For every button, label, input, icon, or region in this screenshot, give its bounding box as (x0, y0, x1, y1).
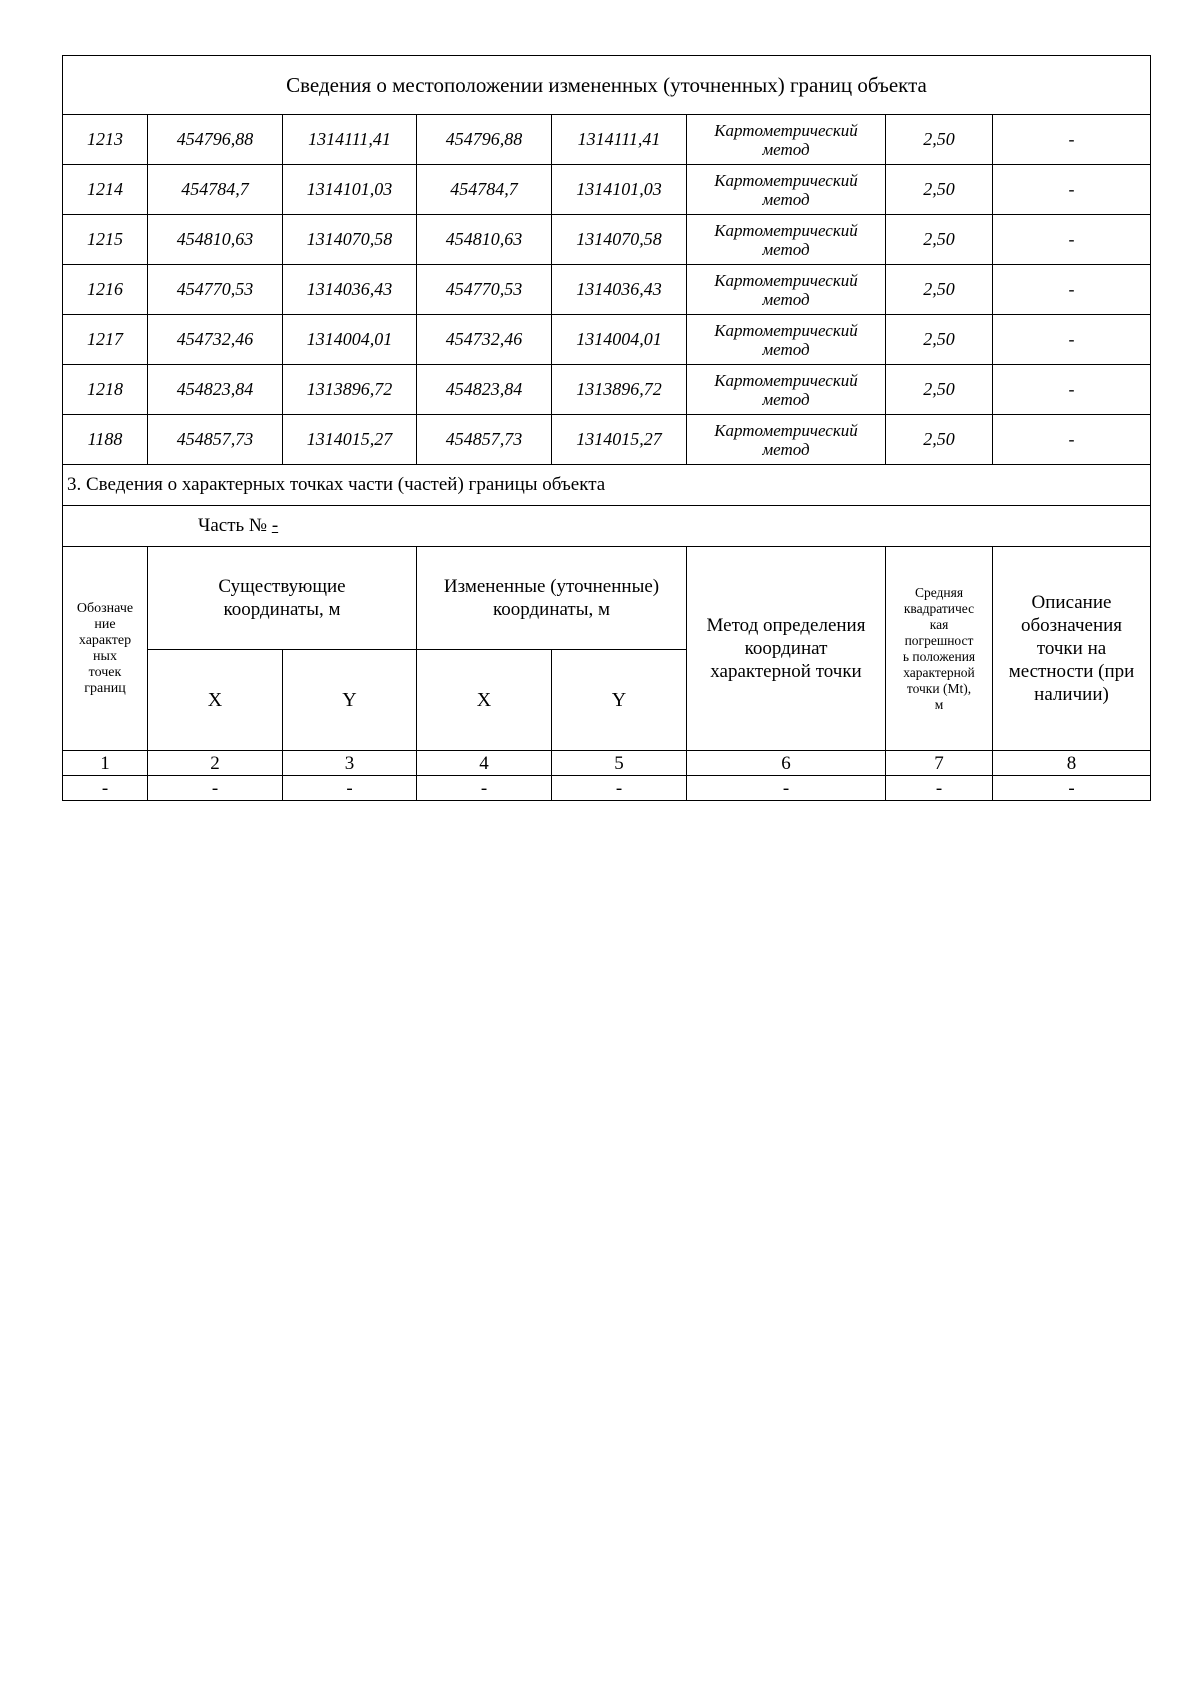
part-number-row (63, 506, 1151, 547)
cell-existing-x: 454732,46 (148, 315, 283, 365)
column-number: 3 (283, 751, 417, 776)
boundary-table (62, 55, 1151, 801)
header-changed-y: Y (552, 650, 687, 751)
empty-cell: - (63, 776, 148, 801)
header-description: Описание обозначения точки на местности (при наличии) (993, 547, 1151, 751)
cell-existing-x: 454810,63 (148, 215, 283, 265)
cell-changed-x: 454823,84 (417, 365, 552, 415)
part-value: - (271, 515, 279, 536)
cell-changed-x: 454784,7 (417, 165, 552, 215)
cell-description: - (993, 115, 1151, 165)
cell-point-id: 1188 (63, 415, 148, 465)
cell-changed-y: 1313896,72 (552, 365, 687, 415)
header-changed-coords: Измененные (уточненные) координаты, м (417, 547, 687, 650)
table-row (63, 265, 1151, 315)
cell-changed-y: 1314070,58 (552, 215, 687, 265)
header-existing-x: X (148, 650, 283, 751)
cell-description: - (993, 165, 1151, 215)
cell-point-id: 1215 (63, 215, 148, 265)
column-number: 6 (687, 751, 886, 776)
empty-cell: - (283, 776, 417, 801)
cell-mean-error: 2,50 (886, 165, 993, 215)
cell-point-id: 1218 (63, 365, 148, 415)
table-row (63, 115, 1151, 165)
cell-existing-x: 454823,84 (148, 365, 283, 415)
empty-cell: - (886, 776, 993, 801)
cell-changed-x: 454732,46 (417, 315, 552, 365)
cell-existing-y: 1314036,43 (283, 265, 417, 315)
cell-changed-y: 1314015,27 (552, 415, 687, 465)
table-row (63, 165, 1151, 215)
cell-mean-error: 2,50 (886, 415, 993, 465)
cell-description: - (993, 215, 1151, 265)
cell-mean-error: 2,50 (886, 265, 993, 315)
cell-existing-x: 454770,53 (148, 265, 283, 315)
header-existing-y: Y (283, 650, 417, 751)
empty-cell: - (148, 776, 283, 801)
part-label: Часть № (198, 515, 272, 536)
cell-mean-error: 2,50 (886, 315, 993, 365)
table-row (63, 365, 1151, 415)
cell-mean-error: 2,50 (886, 115, 993, 165)
cell-existing-y: 1314101,03 (283, 165, 417, 215)
cell-method: Картометрический метод (687, 365, 886, 415)
empty-cell: - (687, 776, 886, 801)
cell-method: Картометрический метод (687, 215, 886, 265)
cell-point-id: 1216 (63, 265, 148, 315)
cell-existing-y: 1313896,72 (283, 365, 417, 415)
cell-existing-y: 1314004,01 (283, 315, 417, 365)
cell-changed-x: 454857,73 (417, 415, 552, 465)
cell-existing-x: 454857,73 (148, 415, 283, 465)
cell-method: Картометрический метод (687, 115, 886, 165)
header-mean-error: Средняя квадратичес кая погрешност ь положения характерной точки (Mt), м (886, 547, 993, 751)
table-title: Сведения о местоположении измененных (уточненных) границ объекта (63, 56, 1151, 115)
cell-mean-error: 2,50 (886, 215, 993, 265)
cell-method: Картометрический метод (687, 165, 886, 215)
cell-existing-y: 1314070,58 (283, 215, 417, 265)
empty-cell: - (417, 776, 552, 801)
cell-changed-y: 1314111,41 (552, 115, 687, 165)
cell-changed-y: 1314004,01 (552, 315, 687, 365)
cell-changed-y: 1314036,43 (552, 265, 687, 315)
header-point-name-text: Обозначе ние характер ных точек границ (76, 600, 134, 696)
empty-data-row (63, 776, 1151, 801)
table-row (63, 415, 1151, 465)
header-point-name (63, 547, 148, 751)
column-number: 7 (886, 751, 993, 776)
cell-description: - (993, 415, 1151, 465)
cell-description: - (993, 265, 1151, 315)
empty-cell: - (993, 776, 1151, 801)
document-page (62, 55, 1150, 801)
column-number: 8 (993, 751, 1151, 776)
column-number: 5 (552, 751, 687, 776)
cell-existing-y: 1314111,41 (283, 115, 417, 165)
table-row (63, 215, 1151, 265)
cell-existing-y: 1314015,27 (283, 415, 417, 465)
cell-method: Картометрический метод (687, 415, 886, 465)
column-number-row (63, 751, 1151, 776)
cell-existing-x: 454784,7 (148, 165, 283, 215)
cell-mean-error: 2,50 (886, 365, 993, 415)
cell-point-id: 1214 (63, 165, 148, 215)
cell-point-id: 1213 (63, 115, 148, 165)
cell-changed-x: 454810,63 (417, 215, 552, 265)
column-number: 1 (63, 751, 148, 776)
cell-description: - (993, 315, 1151, 365)
cell-description: - (993, 365, 1151, 415)
cell-method: Картометрический метод (687, 265, 886, 315)
empty-cell: - (552, 776, 687, 801)
column-number: 2 (148, 751, 283, 776)
table-row (63, 315, 1151, 365)
cell-point-id: 1217 (63, 315, 148, 365)
cell-changed-y: 1314101,03 (552, 165, 687, 215)
cell-changed-x: 454770,53 (417, 265, 552, 315)
header-existing-coords: Существующие координаты, м (148, 547, 417, 650)
cell-existing-x: 454796,88 (148, 115, 283, 165)
cell-method: Картометрический метод (687, 315, 886, 365)
cell-changed-x: 454796,88 (417, 115, 552, 165)
header-changed-x: X (417, 650, 552, 751)
column-number: 4 (417, 751, 552, 776)
header-method: Метод определения координат характерной точки (687, 547, 886, 751)
section-3-heading: 3. Сведения о характерных точках части (частей) границы объекта (63, 465, 1151, 506)
